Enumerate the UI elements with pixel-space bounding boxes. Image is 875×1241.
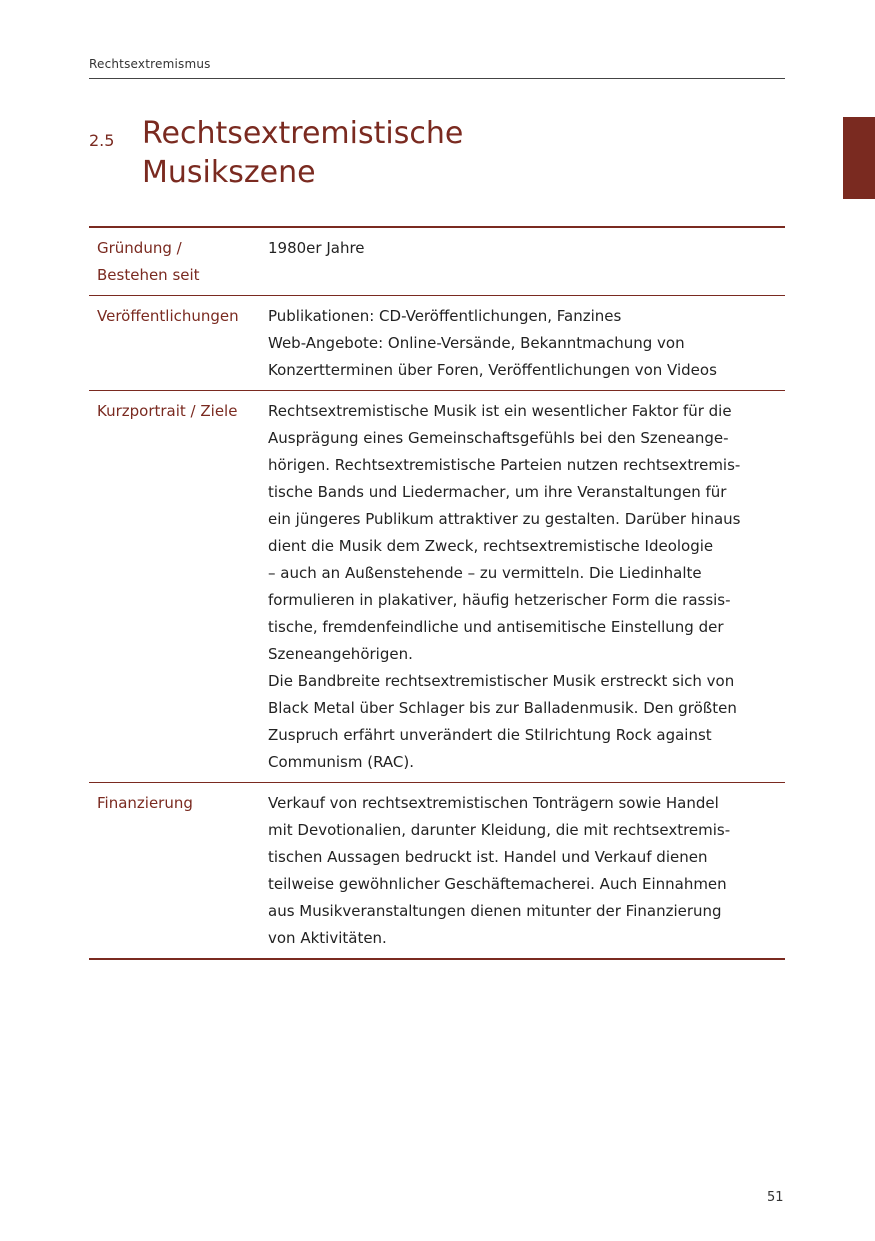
row-value-line: tische Bands und Liedermacher, um ihre Veranstaltungen für bbox=[268, 483, 727, 501]
table-row-portrait bbox=[89, 391, 785, 783]
chapter-tab-marker bbox=[843, 117, 875, 199]
row-label-line: Bestehen seit bbox=[97, 266, 200, 284]
row-value-line: mit Devotionalien, darunter Kleidung, die mit rechtsextremis- bbox=[268, 821, 731, 839]
row-value-line: tische, fremdenfeindliche und antisemitische Einstellung der bbox=[268, 618, 724, 636]
running-header: Rechtsextremismus bbox=[89, 57, 211, 71]
row-value-line: formulieren in plakativer, häufig hetzerischer Form die rassis- bbox=[268, 591, 731, 609]
row-value-line: von Aktivitäten. bbox=[268, 929, 387, 947]
row-value-line: Black Metal über Schlager bis zur Balladenmusik. Den größten bbox=[268, 699, 737, 717]
row-value-line: hörigen. Rechtsextremistische Parteien nutzen rechtsextremis- bbox=[268, 456, 741, 474]
row-value-line: Ausprägung eines Gemeinschaftsgefühls bei den Szeneange- bbox=[268, 429, 729, 447]
row-value-line: tischen Aussagen bedruckt ist. Handel und Verkauf dienen bbox=[268, 848, 708, 866]
section-number: 2.5 bbox=[89, 131, 115, 150]
table-row-financing bbox=[89, 783, 785, 958]
row-value bbox=[268, 790, 785, 952]
row-label-line: Gründung / bbox=[97, 239, 182, 257]
row-value-line: Zuspruch erfährt unverändert die Stilrichtung Rock against bbox=[268, 726, 712, 744]
row-label-line: Finanzierung bbox=[97, 794, 193, 812]
fact-table bbox=[89, 226, 785, 960]
row-value-line: Konzertterminen über Foren, Veröffentlichungen von Videos bbox=[268, 361, 717, 379]
row-value bbox=[268, 303, 785, 384]
row-label-line: Kurzportrait / Ziele bbox=[97, 402, 238, 420]
row-label bbox=[89, 398, 268, 776]
row-value-line: Die Bandbreite rechtsextremistischer Musik erstreckt sich von bbox=[268, 672, 735, 690]
section-title bbox=[142, 114, 642, 192]
row-label bbox=[89, 303, 268, 384]
header-divider bbox=[89, 78, 785, 79]
row-value bbox=[268, 235, 785, 289]
section-title-line: Musikszene bbox=[142, 155, 316, 190]
section-title-line: Rechtsextremistische bbox=[142, 116, 464, 151]
row-value-line: Rechtsextremistische Musik ist ein wesentlicher Faktor für die bbox=[268, 402, 732, 420]
row-value-line: 1980er Jahre bbox=[268, 239, 365, 257]
row-value-line: Web-Angebote: Online-Versände, Bekanntmachung von bbox=[268, 334, 685, 352]
row-value-line: ein jüngeres Publikum attraktiver zu gestalten. Darüber hinaus bbox=[268, 510, 741, 528]
row-value bbox=[268, 398, 785, 776]
page-number: 51 bbox=[767, 1190, 784, 1205]
row-value-line: Verkauf von rechtsextremistischen Tonträgern sowie Handel bbox=[268, 794, 719, 812]
row-value-line: teilweise gewöhnlicher Geschäftemacherei. Auch Einnahmen bbox=[268, 875, 727, 893]
row-label bbox=[89, 790, 268, 952]
row-value-line: aus Musikveranstaltungen dienen mitunter der Finanzierung bbox=[268, 902, 722, 920]
table-row-publications bbox=[89, 296, 785, 391]
row-value-line: Communism (RAC). bbox=[268, 753, 415, 771]
row-value-line: Publikationen: CD-Veröffentlichungen, Fanzines bbox=[268, 307, 622, 325]
row-value-line: Szeneangehörigen. bbox=[268, 645, 413, 663]
row-value-line: – auch an Außenstehende – zu vermitteln. Die Liedinhalte bbox=[268, 564, 702, 582]
row-label-line: Veröffentlichungen bbox=[97, 307, 239, 325]
row-label bbox=[89, 235, 268, 289]
row-value-line: dient die Musik dem Zweck, rechtsextremistische Ideologie bbox=[268, 537, 714, 555]
table-row-founding bbox=[89, 228, 785, 296]
